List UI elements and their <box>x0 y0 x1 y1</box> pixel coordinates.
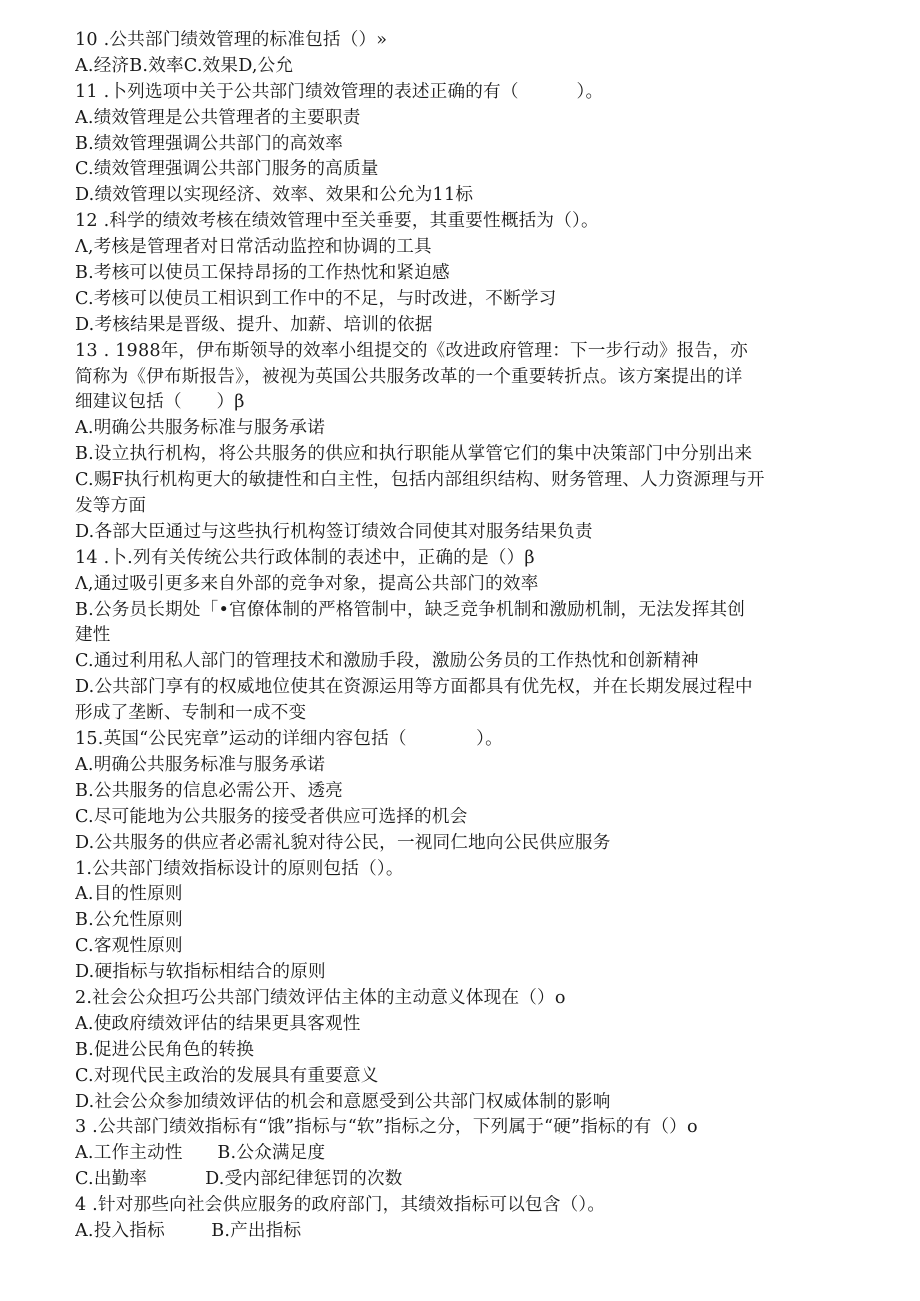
mq2-stem: 2.社会公众担巧公共部门绩效评估主体的主动意义体现在（）o <box>75 987 566 1008</box>
q14-option-b-line2: 建性 <box>75 625 111 646</box>
q14-option-d-line2: 形成了垄断、专制和一成不变 <box>75 703 307 724</box>
q13-stem-line3: 细建议包括（ ）β <box>75 392 245 413</box>
q14-option-c: C.通过利用私人部门的管理技术和激励手段，激励公务员的工作热忱和创新精神 <box>75 651 699 672</box>
mq2-option-d: D.社会公众参加绩效评估的机会和意愿受到公共部门权威体制的影响 <box>75 1091 611 1112</box>
q14-stem: 14 .卜.列有关传统公共行政体制的表述中，正确的是（）β <box>75 547 535 568</box>
q12-stem: 12 .科学的绩效考核在绩效管理中至关垂要，其重要性概括为（）。 <box>75 211 599 232</box>
q15-stem: 15.英国“公民宪章”运动的详细内容包括（ ）。 <box>75 729 503 750</box>
q13-option-b: B.设立执行机构，将公共服务的供应和执行职能从掌管它们的集中决策部门中分别出来 <box>75 444 753 465</box>
q13-option-d: D.各部大臣通过与这些执行机构签订绩效合同使其对服务结果负责 <box>75 521 593 542</box>
mq1-option-b: B.公允性原则 <box>75 910 183 931</box>
mq4-options-ab: A.投入指标 B.产出指标 <box>75 1220 302 1241</box>
q11-option-d: D.绩效管理以实现经济、效率、效果和公允为11标 <box>75 185 474 206</box>
q13-option-a: A.明确公共服务标准与服务承诺 <box>75 418 326 439</box>
q13-stem-line1: 13 . 1988年，伊布斯领导的效率小组提交的《改进政府管理：下一步行动》报告，亦 <box>75 340 748 361</box>
q13-stem-line2: 简称为《伊布斯报告》，被视为英国公共服务改革的一个重要转折点。该方案提出的详 <box>75 366 743 387</box>
q14-option-a: Λ,通过吸引更多来自外部的竞争对象，提高公共部门的效率 <box>75 573 539 594</box>
mq2-option-a: A.使政府绩效评估的结果更具客观性 <box>75 1013 361 1034</box>
mq4-stem: 4 .针对那些向社会供应服务的政府部门，其绩效指标可以包含（）。 <box>75 1195 606 1216</box>
mq2-option-b: B.促进公民角色的转换 <box>75 1039 255 1060</box>
mq2-option-c: C.对现代民主政治的发展具有重要意义 <box>75 1065 379 1086</box>
question-text-block <box>75 28 850 1245</box>
mq3-options-cd: C.出勤率 D.受内部纪律惩罚的次数 <box>75 1169 403 1190</box>
q15-option-b: B.公共服务的信息必需公开、透亮 <box>75 780 344 801</box>
q11-option-a: A.绩效管理是公共管理者的主要职责 <box>75 107 361 128</box>
q10-options: A.经济B.效率C.效果D,公允 <box>75 55 294 76</box>
q15-option-a: A.明确公共服务标准与服务承诺 <box>75 754 326 775</box>
q11-option-b: B.绩效管理强调公共部门的高效率 <box>75 133 344 154</box>
q15-option-c: C.尽可能地为公共服务的接受者供应可选择的机会 <box>75 806 468 827</box>
mq1-stem: 1.公共部门绩效指标设计的原则包括（）。 <box>75 858 404 879</box>
q11-stem: 11 .卜列选项中关于公共部门绩效管理的表述正确的有（ ）。 <box>75 81 604 102</box>
mq1-option-a: A.目的性原则 <box>75 884 183 905</box>
q13-option-c-line2: 发等方面 <box>75 496 147 517</box>
q15-option-d: D.公共服务的供应者必需礼貌对待公民，一视同仁地向公民供应服务 <box>75 832 611 853</box>
mq1-option-c: C.客观性原则 <box>75 936 183 957</box>
q10-stem: 10 .公共部门绩效管理的标准包括（）» <box>75 30 388 50</box>
q12-option-a: Λ,考核是管理者对日常活动监控和协调的工具 <box>75 237 432 258</box>
q11-option-c: C.绩效管理强调公共部门服务的高质量 <box>75 159 379 180</box>
q12-option-c: C.考核可以使员工相识到工作中的不足，与时改进，不断学习 <box>75 288 557 309</box>
mq3-stem: 3 .公共部门绩效指标有“饿”指标与“软”指标之分，下列属于“硬”指标的有（）o <box>75 1117 698 1138</box>
mq1-option-d: D.硬指标与软指标相结合的原则 <box>75 962 326 983</box>
mq3-options-ab: A.工作主动性 B.公众满足度 <box>75 1143 326 1164</box>
q12-option-b: B.考核可以使员工保持昂扬的工作热忱和紧迫感 <box>75 263 450 284</box>
q14-option-b-line1: B.公务员长期处「•官僚体制的严格管制中，缺乏竞争机制和激励机制，无法发挥其创 <box>75 599 746 620</box>
q13-option-c-line1: C.赐F执行机构更大的敏捷性和白主性，包括内部组织结构、财务管理、人力资源理与开 <box>75 470 765 491</box>
q14-option-d-line1: D.公共部门享有的权威地位使其在资源运用等方面都具有优先权，并在长期发展过程中 <box>75 677 753 698</box>
q12-option-d: D.考核结果是晋级、提升、加薪、培训的依据 <box>75 314 433 335</box>
